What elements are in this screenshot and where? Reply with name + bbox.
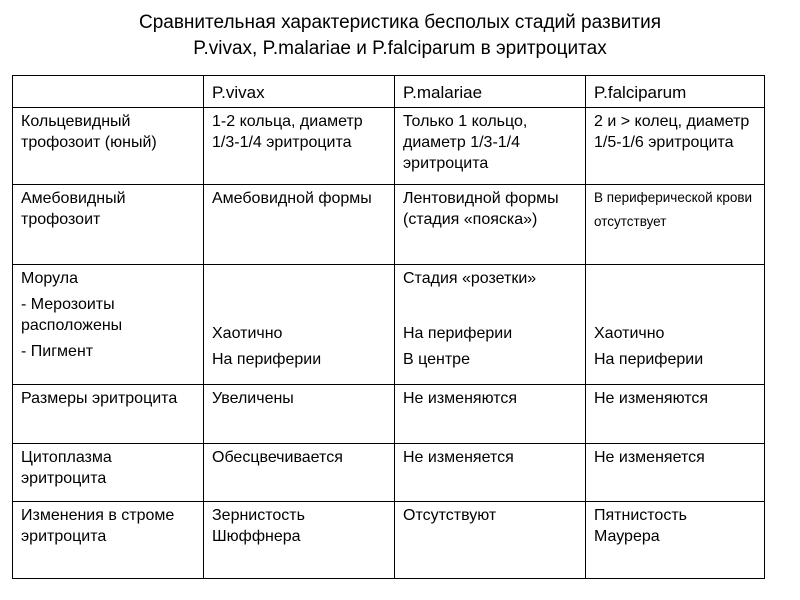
cell-vivax bbox=[204, 265, 395, 385]
row-label-ring-trophozoite: Кольцевидный трофозоит (юный) bbox=[13, 108, 204, 185]
morula-label: Морула bbox=[21, 270, 79, 287]
row-label-stroma-changes: Изменения в строме эритроцита bbox=[13, 502, 204, 579]
cell-falciparum: Не изменяется bbox=[586, 444, 765, 502]
cell-malariae: Не изменяются bbox=[395, 385, 586, 444]
header-cell-vivax: P.vivax bbox=[204, 76, 395, 108]
cell-malariae bbox=[395, 265, 586, 385]
row-label-morula bbox=[13, 265, 204, 385]
pigment-value: На периферии bbox=[212, 351, 322, 368]
row-label-erythrocyte-size: Размеры эритроцита bbox=[13, 385, 204, 444]
cell-vivax: Зернистость Шюффнера bbox=[204, 502, 395, 579]
table-row bbox=[13, 385, 765, 444]
cell-malariae: Отсутствуют bbox=[395, 502, 586, 579]
cell-malariae: Лентовидной формы (стадия «пояска») bbox=[395, 185, 586, 265]
merozoites-value: Хаотично bbox=[594, 325, 665, 342]
header-cell-falciparum: P.falciparum bbox=[586, 76, 765, 108]
header-cell-malariae: P.malariae bbox=[395, 76, 586, 108]
cell-falciparum: Не изменяются bbox=[586, 385, 765, 444]
cell-falciparum: Пятнистость Маурера bbox=[586, 502, 765, 579]
pigment-value: В центре bbox=[403, 351, 470, 368]
table-row bbox=[13, 502, 765, 579]
merozoites-value: На периферии bbox=[403, 325, 513, 342]
cell-malariae: Только 1 кольцо, диаметр 1/3-1/4 эритроцита bbox=[395, 108, 586, 185]
title-line-2: P.vivax, P.malariae и P.falciparum в эритроцитах bbox=[193, 38, 607, 59]
cell-vivax: Обесцвечивается bbox=[204, 444, 395, 502]
table-row bbox=[13, 265, 765, 385]
comparison-table bbox=[12, 75, 765, 579]
table-header-row bbox=[13, 76, 765, 108]
header-cell-empty bbox=[13, 76, 204, 108]
pigment-value: На периферии bbox=[594, 351, 704, 368]
cell-vivax: Увеличены bbox=[204, 385, 395, 444]
table-row bbox=[13, 108, 765, 185]
cell-vivax: 1-2 кольца, диаметр 1/3-1/4 эритроцита bbox=[204, 108, 395, 185]
row-label-amoeboid-trophozoite: Амебовидный трофозоит bbox=[13, 185, 204, 265]
cell-falciparum: 2 и > колец, диаметр 1/5-1/6 эритроцита bbox=[586, 108, 765, 185]
merozoites-value: Хаотично bbox=[212, 325, 283, 342]
merozoites-label: - Мерозоиты расположены bbox=[21, 296, 123, 334]
cell-falciparum: В периферической крови отсутствует bbox=[586, 185, 765, 265]
cell-vivax: Амебовидной формы bbox=[204, 185, 395, 265]
rosette-stage-label: Стадия «розетки» bbox=[403, 270, 537, 287]
cell-malariae: Не изменяется bbox=[395, 444, 586, 502]
table-row bbox=[13, 444, 765, 502]
row-label-erythrocyte-cytoplasm: Цитоплазма эритроцита bbox=[13, 444, 204, 502]
title-line-1: Сравнительная характеристика бесполых стадий развития bbox=[138, 12, 662, 33]
table-row bbox=[13, 185, 765, 265]
pigment-label: - Пигмент bbox=[21, 343, 94, 360]
cell-falciparum bbox=[586, 265, 765, 385]
